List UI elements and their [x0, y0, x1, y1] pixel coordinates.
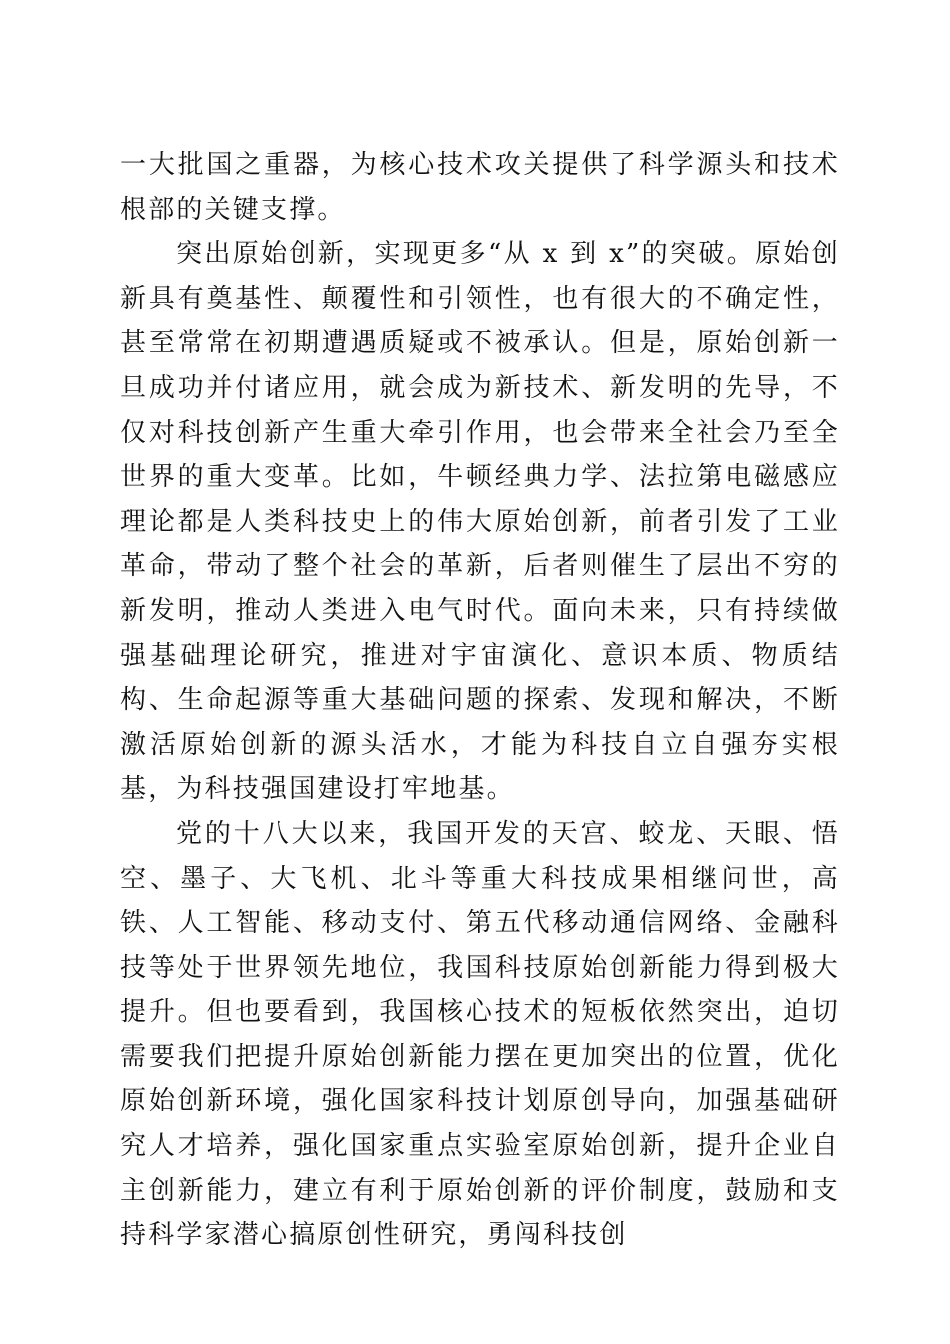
document-body	[120, 143, 840, 1258]
paragraph-1: 一大批国之重器，为核心技术攻关提供了科学源头和技术根部的关键支撑。	[120, 150, 840, 225]
paragraph-2: 突出原始创新，实现更多“从 x 到 x”的突破。原始创新具有奠基性、颠覆性和引领性，也有很大的不确定性，甚至常常在初期遭遇质疑或不被承认。但是，原始创新一旦成功并付诸应用，就会成为新技术、新发明的先导，不仅对科技创新产生重大牵引作用，也会带来全社会乃至全世界的重大变革。比如，牛顿经典力学、法拉第电磁感应理论都是人类科技史上的伟大原始创新，前者引发了工业革命，带动了整个社会的革新，后者则催生了层出不穷的新发明，推动人类进入电气时代。面向未来，只有持续做强基础理论研究，推进对宇宙演化、意识本质、物质结构、生命起源等重大基础问题的探索、发现和解决，不断激活原始创新的源头活水，才能为科技自立自强夯实根基，为科技强国建设打牢地基。	[120, 239, 840, 805]
paragraph-3: 党的十八大以来，我国开发的天宫、蛟龙、天眼、悟空、墨子、大飞机、北斗等重大科技成果相继问世，高铁、人工智能、移动支付、第五代移动通信网络、金融科技等处于世界领先地位，我国科技原始创新能力得到极大提升。但也要看到，我国核心技术的短板依然突出，迫切需要我们把提升原始创新能力摆在更加突出的位置，优化原始创新环境，强化国家科技计划原创导向，加强基础研究人才培养，强化国家重点实验室原始创新，提升企业自主创新能力，建立有利于原始创新的评价制度，鼓励和支持科学家潜心搞原创性研究，勇闯科技创	[120, 818, 840, 1251]
